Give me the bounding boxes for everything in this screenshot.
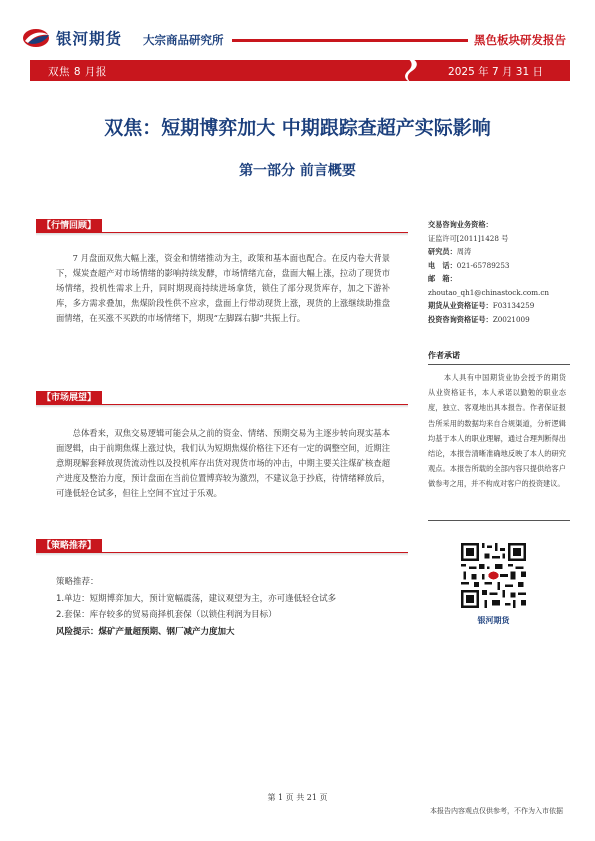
info-row: zhoutao_qh1@chinastock.com.cn <box>428 287 550 297</box>
analyst-info <box>428 218 574 326</box>
pledge-divider <box>428 364 570 365</box>
qr-label: 银河期货 <box>477 616 510 625</box>
strategy-item: 1.单边：短期博弈加大，预计宽幅震荡，建议观望为主，亦可逢低轻仓试多 <box>56 593 337 604</box>
disclaimer-note: 本报告内容观点仅供参考，不作为入市依据 <box>430 807 563 815</box>
section-tag-review: 【行情回顾】 <box>36 219 102 233</box>
pledge-text: 本人具有中国期货业协会授予的期货从业资格证书，本人承诺以勤勉的职业态度，独立、客观地出具本报告。作者保证报告所采用的数据均来自合规渠道，分析逻辑均基于本人的职业理解，通过合理判断得出结论，本报告清晰准确地反映了本人的研究观点。本报告所载的全部内容只提供给客户做参考之用，并不构成对客户的投资建议。 <box>428 373 566 489</box>
logo-text: 银河期货 <box>56 30 123 48</box>
institute-name: 大宗商品研究所 <box>143 33 224 47</box>
info-row: 邮 箱： <box>428 274 457 283</box>
info-row: 证监许可[2011]1428 号 <box>428 233 509 243</box>
report-series: 双焦 8 月报 <box>48 66 107 78</box>
page-number: 第 1 页 共 21 页 <box>267 793 328 802</box>
risk-warning: 风险提示：煤矿产量超预期、钢厂减产力度加大 <box>56 626 235 637</box>
section-tag-outlook: 【市场展望】 <box>36 391 102 405</box>
pledge-title: 作者承诺 <box>428 351 460 360</box>
outlook-paragraph: 总体看来，双焦交易逻辑可能会从之前的资金、情绪、预期交易为主逐步转向现实基本面逻辑，由于前期焦煤上涨过快，我们认为短期焦煤价格往下还有一定的调整空间，近期注意期现解套释放现货流动性以及投机库存出货对现货市场的冲击，中期主要关注煤矿核查超产进度及整治力度，预计盘面在当前位置博弈较为激烈，不建议急于抄底，待情绪释放后，可逢低轻仓试多，但往上空间不宜过于乐观。 <box>56 428 390 498</box>
section-header-outlook <box>36 391 408 405</box>
galaxy-logo-icon <box>22 27 52 49</box>
section-header-review <box>36 219 408 233</box>
header-divider <box>232 39 468 42</box>
qr-code-icon <box>461 543 526 608</box>
page-title: 双焦：短期博弈加大 中期跟踪查超产实际影响 <box>104 117 491 139</box>
report-type: 黑色板块研发报告 <box>474 33 566 47</box>
strategy-heading: 策略推荐： <box>56 577 99 587</box>
strategy-block <box>56 574 396 640</box>
band-swoosh-icon <box>400 56 424 86</box>
strategy-item: 2.套保：库存较多的贸易商择机套保（以锁住利润为目标） <box>56 610 277 620</box>
section-header-strategy <box>36 539 408 553</box>
info-row: 期货从业资格证号：F03134259 <box>428 301 535 310</box>
report-date: 2025 年 7 月 31 日 <box>448 66 543 78</box>
review-paragraph: 7 月盘面双焦大幅上涨，资金和情绪推动为主，政策和基本面也配合。在反内卷大背景下，煤炭查超产对市场情绪的影响持续发酵，市场情绪亢奋，盘面大幅上涨，拉动了现货市场情绪，投机性需求上升，同时期现商持续进场拿货，锁住了部分现货库存，加之下游补库，多方需求叠加，焦煤阶段性供不应求，盘面上行带动现货上涨，现货的上涨继续助推盘面情绪，在买涨不买跌的市场情绪下，期现“左脚踩右脚”共振上行。 <box>56 253 390 323</box>
info-row: 交易咨询业务资格： <box>428 220 493 229</box>
info-row: 研究员：周涛 <box>428 247 472 256</box>
part-title: 第一部分 前言概要 <box>239 163 356 179</box>
info-row: 电 话：021-65789253 <box>428 260 510 270</box>
company-logo <box>22 27 122 49</box>
section-tag-strategy: 【策略推荐】 <box>36 539 102 553</box>
info-row: 投资咨询资格证号：Z0021009 <box>428 314 530 324</box>
pledge-divider-bottom <box>428 520 570 521</box>
